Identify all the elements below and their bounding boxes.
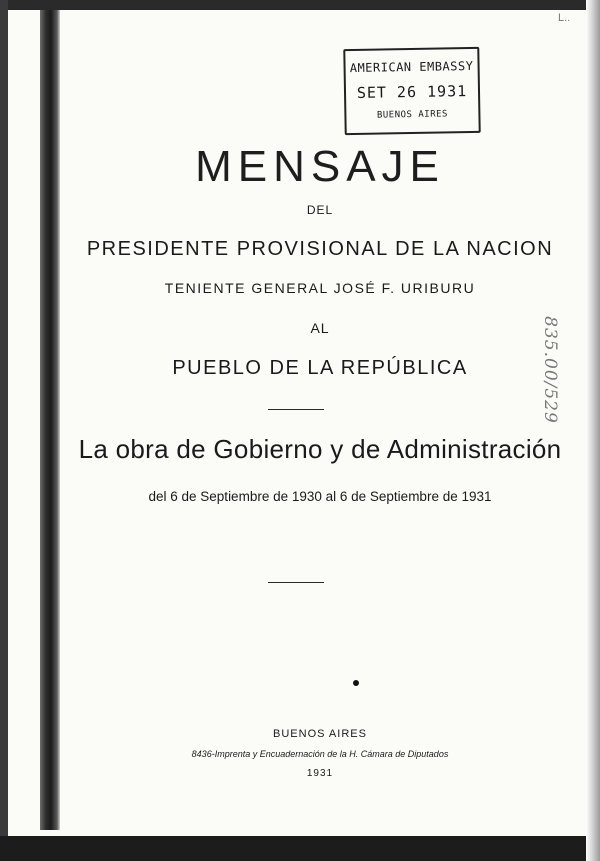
imprint-year: 1931 [306,768,334,779]
preposition-del: DEL [306,203,334,217]
period-line: del 6 de Septiembre de 1930 al 6 de Septiembre de 1931 [148,489,492,504]
divider-rule [268,409,324,410]
stamp-date: SET 26 1931 [356,82,468,102]
author-name: TENIENTE GENERAL JOSÉ F. URIBURU [164,280,476,296]
scan-border-top [0,0,600,10]
imprint-city: BUENOS AIRES [273,728,367,740]
stamp-city: BUENOS AIRES [376,109,449,121]
work-subtitle: La obra de Gobierno y de Administración [78,434,562,464]
stamp-line-1: AMERICAN EMBASSY [349,58,474,76]
ink-dot [353,680,359,686]
preposition-al: AL [310,320,330,336]
corner-mark: L.. [558,12,571,24]
scan-border-right [586,0,600,861]
book-spine [40,10,60,830]
office-heading: PRESIDENTE PROVISIONAL DE LA NACION [86,238,554,260]
scan-border-left [0,0,8,861]
recipient-heading: PUEBLO DE LA REPÚBLICA [172,357,468,379]
divider-rule [268,582,324,583]
embassy-stamp [343,47,480,135]
margin-note-text: 835.00/529 [540,316,560,424]
document-title: MENSAJE [195,142,445,191]
scan-border-bottom [0,836,600,861]
imprint-printer: 8436-Imprenta y Encuadernación de la H. Cámara de Diputados [191,749,449,759]
